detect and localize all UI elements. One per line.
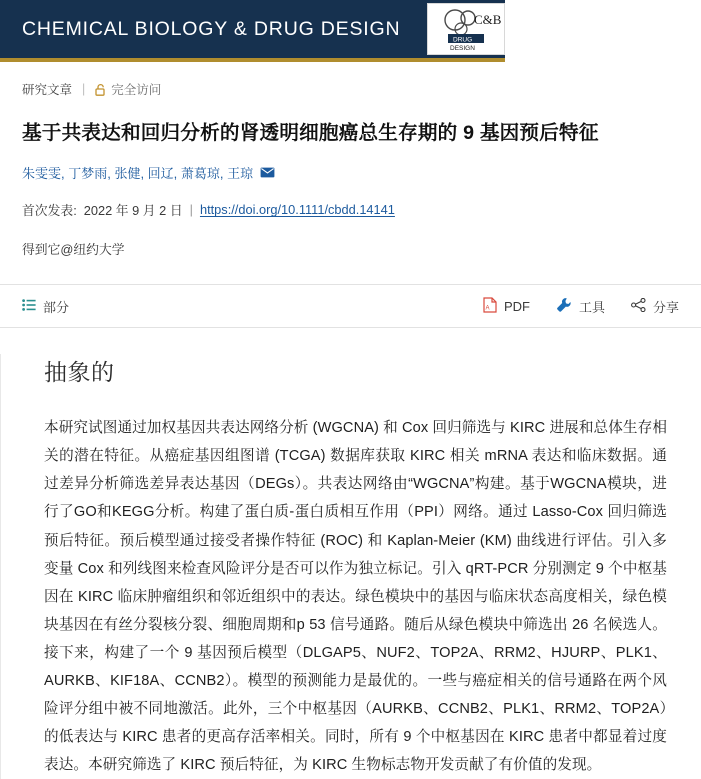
pdf-label: PDF: [503, 298, 530, 314]
first-published-label: 首次发表:: [22, 203, 77, 219]
article-meta-row: [22, 80, 679, 98]
publication-row: [22, 200, 679, 219]
share-icon: [631, 298, 646, 315]
list-icon: [22, 299, 36, 314]
svg-text:DESIGN: DESIGN: [450, 45, 475, 52]
journal-logo-graphic: [428, 4, 504, 54]
sections-label: 部分: [43, 299, 70, 315]
pdf-icon: [483, 297, 497, 316]
sections-button[interactable]: [22, 297, 69, 316]
article-header: [0, 80, 701, 258]
pub-divider: |: [189, 202, 193, 218]
abstract-text: 本研究试图通过加权基因共表达网络分析 (WGCNA) 和 Cox 回归筛选与 KIRC 进展和总体生存相关的潜在特征。从癌症基因组图谱 (TCGA) 数据库获取 KIRC 相关 mRNA 表达和临床数据。通过差异分析筛选差异表达基因（DEGs）。共表达网络由“WGCNA”构建。基于WGCNA模块，进行了GO和KEGG分析。构建了蛋白质-蛋白质相互作用（PPI）网络。通过 Lasso-Cox 回归筛选预后特征。预后模型通过接受者操作特征 (ROC) 和 Kaplan-Meier (KM) 曲线进行评估。引入多变量 Cox 和列线图来检查风险评分是否可以作为独立标记。引入 qRT-PCR 分别测定 9 个中枢基因在 KIRC 临床肿瘤组织和邻近组织中的表达。绿色模块中的基因与临床状态高度相关，绿色模块基因在有丝分裂核分裂、细胞周期和p 53 信号通路。随后从绿色模块中筛选出 26 名候选人。接下来，构建了一个 9 基因预后模型（DLGAP5、NUF2、TOP2A、RRM2、HJURP、PLK1、AURKB、KIF18A、CCNB2）。模型的预测能力是最优的。一些与癌症相关的信号通路在两个风险评分组中被不同地激活。此外，三个中枢基因（AURKB、CCNB2、PLK1、RRM2、TOP2A）的低表达与 KIRC 患者的更高存活率相关。同时，所有 9 个中枢基因在 KIRC 患者中都显着过度表达。本研究筛选了 KIRC 预后特征，为 KIRC 生物标志物开发贡献了有价值的发现。: [44, 420, 668, 773]
journal-logo[interactable]: [427, 3, 505, 55]
pdf-button[interactable]: [483, 297, 530, 316]
access-label: 完全访问: [111, 83, 162, 97]
svg-text:C&B: C&B: [474, 12, 502, 27]
svg-text:DRUG: DRUG: [453, 36, 473, 44]
meta-divider: |: [82, 82, 86, 96]
wrench-icon: [556, 297, 572, 316]
svg-text:A: A: [485, 305, 490, 312]
journal-title: CHEMICAL BIOLOGY & DRUG DESIGN: [22, 17, 401, 40]
banner-right-fill: [505, 0, 701, 62]
share-label: 分享: [652, 299, 679, 315]
institution-access[interactable]: 得到它@纽约大学: [22, 242, 125, 258]
article-toolbar: [0, 284, 701, 328]
access-status: [95, 80, 161, 98]
author-names[interactable]: 朱雯雯, 丁梦雨, 张健, 回辽, 萧葛琼, 王琼: [22, 166, 254, 182]
lock-open-icon: [95, 83, 106, 96]
tools-button[interactable]: [556, 297, 605, 316]
envelope-icon[interactable]: [260, 167, 275, 178]
toolbar-actions: [483, 297, 679, 316]
article-type-label: 研究文章: [22, 83, 73, 97]
page-title: 基于共表达和回归分析的肾透明细胞癌总生存期的 9 基因预后特征: [22, 122, 599, 144]
share-button[interactable]: [631, 297, 679, 316]
left-rule: [0, 354, 1, 778]
tools-label: 工具: [578, 299, 605, 315]
abstract-section: [0, 354, 701, 778]
first-published-date: 2022 年 9 月 2 日: [83, 203, 183, 219]
doi-link[interactable]: https://doi.org/10.1111/cbdd.14141: [199, 202, 395, 218]
author-list: [22, 163, 679, 182]
journal-banner: [0, 0, 701, 62]
abstract-heading: 抽象的: [44, 359, 115, 386]
